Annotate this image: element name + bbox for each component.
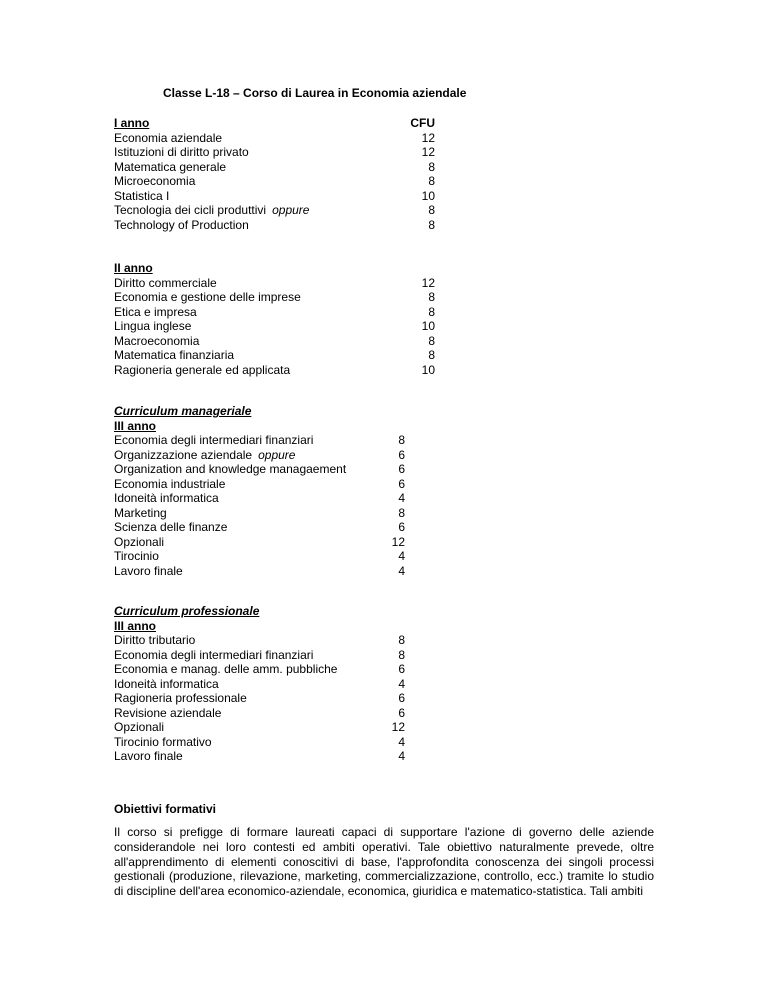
course-name-text: Marketing: [114, 505, 167, 520]
course-cfu: 4: [398, 734, 405, 749]
course-row: [114, 647, 405, 663]
course-row: [114, 491, 405, 506]
course-row: [114, 476, 405, 492]
course-cfu: 12: [421, 275, 435, 290]
course-name-text: Ragioneria generale ed applicata: [114, 362, 291, 377]
course-cfu: 6: [398, 691, 405, 705]
course-row: [114, 633, 405, 648]
curriculum-manageriale-title: Curriculum manageriale: [114, 404, 252, 418]
course-name-text: Lingua inglese: [114, 319, 192, 333]
year1-heading: I anno: [114, 116, 150, 130]
course-cfu: 10: [421, 188, 435, 203]
objectives-heading: Obiettivi formativi: [114, 802, 217, 816]
course-name-text: Ragioneria professionale: [114, 691, 247, 705]
course-name-text: Economia e manag. delle amm. pubbliche: [114, 662, 338, 676]
course-name-text: Economia degli intermediari finanziari: [114, 433, 314, 447]
course-name-text: Lavoro finale: [114, 749, 183, 763]
course-name-text: Microeconomia: [114, 174, 196, 188]
course-name-text: Technology of Production: [114, 217, 249, 232]
course-name-text: Tirocinio: [114, 549, 159, 563]
course-cfu: 8: [428, 203, 435, 217]
course-name-text: Organizzazione aziendale: [114, 447, 253, 462]
year2-heading: II anno: [114, 261, 153, 275]
course-row: [114, 447, 405, 463]
course-row: [114, 462, 405, 477]
course-name-text: Diritto tributario: [114, 633, 196, 647]
course-row: [114, 662, 405, 677]
course-cfu: 8: [428, 348, 435, 362]
course-row: [114, 676, 405, 692]
course-cfu: 10: [421, 362, 435, 377]
course-name-text: Matematica generale: [114, 159, 227, 174]
course-name-text: Idoneità informatica: [114, 676, 219, 691]
course-cfu: 4: [398, 563, 405, 578]
curriculum-manageriale-year-heading: III anno: [114, 418, 156, 433]
course-row: [114, 734, 405, 750]
course-name-text: Revisione aziendale: [114, 705, 222, 720]
course-name-text: Macroeconomia: [114, 333, 200, 348]
course-name-text: Economia degli intermediari finanziari: [114, 647, 314, 662]
curriculum-professionale-header-row: [114, 619, 259, 634]
course-cfu: 8: [398, 505, 405, 520]
course-row: [114, 749, 405, 764]
course-cfu: 8: [428, 333, 435, 348]
course-cfu: 8: [398, 647, 405, 662]
course-cfu: 8: [398, 633, 405, 647]
course-cfu: 8: [398, 433, 405, 447]
alternative-marker: oppure: [272, 203, 310, 217]
course-cfu: 12: [391, 720, 405, 734]
course-name-text: Opzionali: [114, 534, 165, 549]
course-name-text: Economia aziendale: [114, 130, 223, 145]
course-cfu: 6: [398, 447, 405, 462]
course-cfu: 4: [398, 676, 405, 691]
course-row: [114, 534, 405, 550]
course-row: [114, 549, 405, 564]
course-row: [114, 705, 405, 721]
course-name-text: Matematica finanziaria: [114, 348, 235, 362]
curriculum-professionale-block: [114, 604, 405, 764]
course-cfu: 8: [428, 217, 435, 232]
document-title: Classe L-18 – Corso di Laurea in Economia aziendale: [163, 86, 467, 100]
course-cfu: 4: [398, 749, 405, 763]
course-cfu: 12: [421, 145, 435, 159]
course-cfu: 6: [398, 705, 405, 720]
alternative-marker: oppure: [258, 447, 296, 462]
curriculum-manageriale-header-row: [114, 419, 251, 434]
curriculum-manageriale-block: [114, 404, 405, 578]
course-cfu: 6: [398, 462, 405, 476]
course-row: [114, 505, 405, 521]
curriculum-professionale-course-list: [114, 633, 405, 764]
course-name-text: Diritto commerciale: [114, 275, 217, 290]
curriculum-professionale-title: Curriculum professionale: [114, 604, 260, 618]
course-name-text: Statistica I: [114, 188, 170, 203]
course-name-text: Economia industriale: [114, 476, 226, 491]
course-name-text: Organization and knowledge managaement: [114, 462, 347, 476]
course-row: [114, 720, 405, 735]
course-row: [114, 563, 405, 579]
course-name-text: Scienza delle finanze: [114, 520, 228, 534]
course-cfu: 8: [428, 159, 435, 174]
course-row: [114, 691, 405, 706]
course-cfu: 10: [421, 319, 435, 333]
course-cfu: 8: [428, 304, 435, 319]
course-cfu: 4: [398, 549, 405, 563]
objectives-paragraph: Il corso si prefigge di formare laureati capaci di supportare l'azione di governo delle aziende considerandole nei loro contesti ed ambiti operativi. Tale obiettivo naturalmente prevede, oltre all'apprendimento di elementi conoscitivi di base, l'approfondita conoscenza dei singoli processi gestionali (produzione, rilevazione, marketing, commercializzazione, controllo, ecc.) tramite lo studio di discipline dell'area economico-aziendale, economica, giuridica e matematico-statistica. Tali ambiti: [114, 825, 654, 899]
curriculum-professionale-year-heading: III anno: [114, 618, 156, 633]
course-row: [114, 520, 405, 535]
course-row: [114, 433, 405, 448]
course-name-text: Opzionali: [114, 720, 165, 734]
course-cfu: 6: [398, 476, 405, 491]
course-name-text: Economia e gestione delle imprese: [114, 290, 301, 304]
course-name-text: Etica e impresa: [114, 304, 197, 319]
course-name-text: Istituzioni di diritto privato: [114, 145, 249, 159]
course-name-text: Tecnologia dei cicli produttivi: [114, 203, 267, 217]
course-cfu: 8: [428, 290, 435, 304]
curriculum-manageriale-course-list: [114, 433, 405, 578]
course-cfu: 6: [398, 520, 405, 534]
course-name-text: Lavoro finale: [114, 563, 183, 578]
course-cfu: 4: [398, 491, 405, 505]
course-cfu: 12: [421, 130, 435, 145]
course-cfu: 6: [398, 662, 405, 676]
course-cfu: 8: [428, 174, 435, 188]
course-name-text: Idoneità informatica: [114, 491, 219, 505]
cfu-column-label: CFU: [410, 116, 435, 130]
course-name-text: Tirocinio formativo: [114, 734, 212, 749]
course-cfu: 12: [391, 534, 405, 549]
